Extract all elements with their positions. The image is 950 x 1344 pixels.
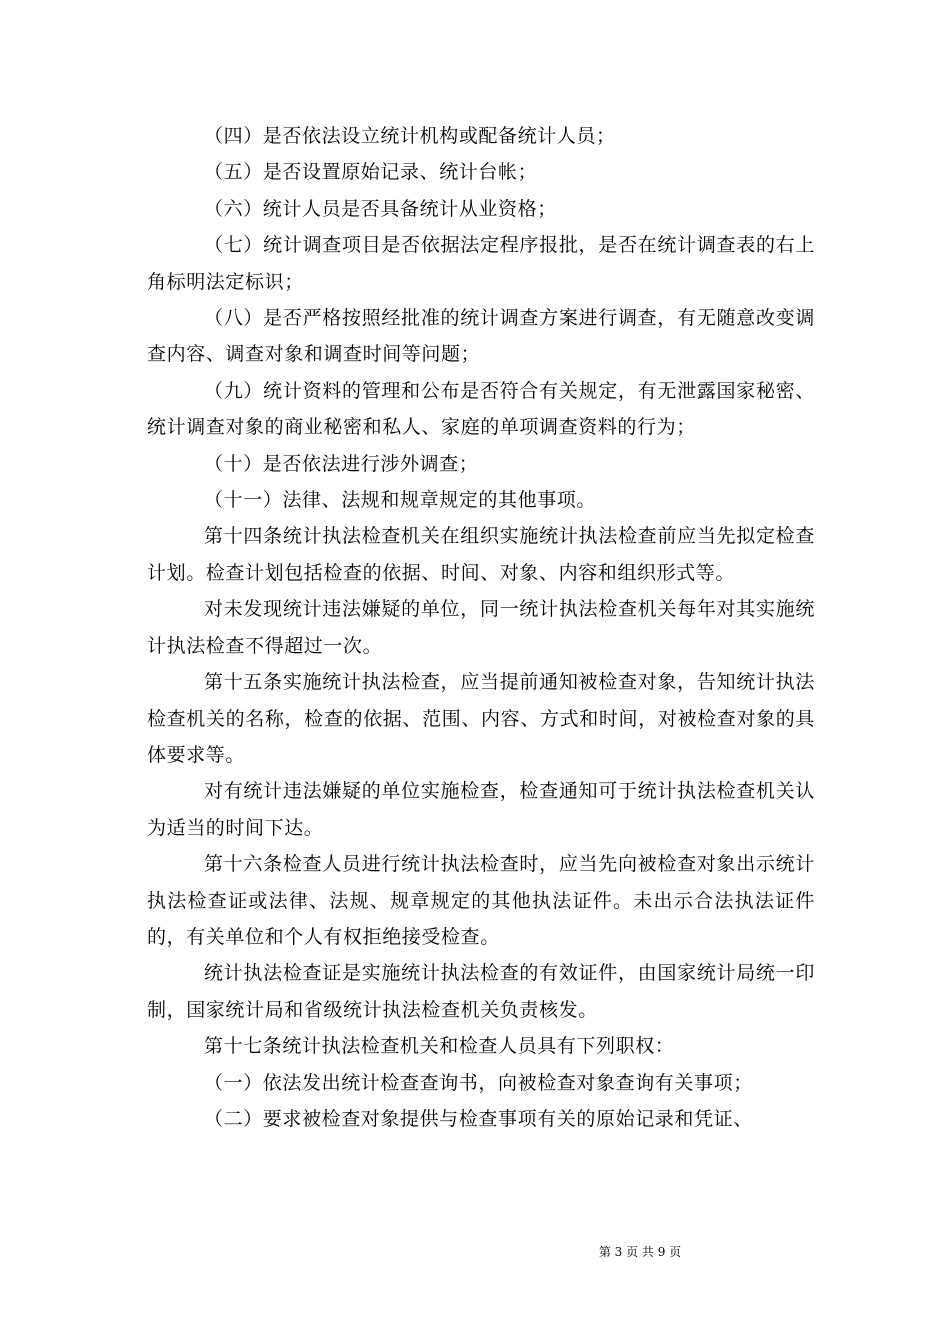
article-17-item-2: （二）要求被检查对象提供与检查事项有关的原始记录和凭证、: [204, 1107, 753, 1130]
paragraph-item-8: （八）是否严格按照经批准的统计调查方案进行调查，有无随意改变调查内容、调查对象和调查时间等问题；: [147, 307, 815, 366]
paragraph-item-5: （五）是否设置原始记录、统计台帐；: [204, 161, 538, 184]
article-14: 第十四条统计执法检查机关在组织实施统计执法检查前应当先拟定检查计划。检查计划包括检查的依据、时间、对象、内容和组织形式等。: [147, 525, 815, 584]
page-number: 第 3 页 共 9 页: [598, 1245, 682, 1259]
document-body: [147, 118, 815, 1137]
paragraph-item-11: （十一）法律、法规和规章规定的其他事项。: [204, 489, 597, 512]
paragraph-item-4: （四）是否依法设立统计机构或配备统计人员；: [204, 125, 616, 147]
page-footer: [0, 1244, 950, 1260]
article-16-clause-2: 统计执法检查证是实施统计执法检查的有效证件，由国家统计局统一印制，国家统计局和省级统计执法检查机关负责核发。: [147, 962, 815, 1021]
article-15: 第十五条实施统计执法检查，应当提前通知被检查对象，告知统计执法检查机关的名称，检查的依据、范围、内容、方式和时间，对被检查对象的具体要求等。: [147, 671, 815, 766]
paragraph-item-6: （六）统计人员是否具备统计从业资格；: [204, 197, 557, 220]
article-14-clause-2: 对未发现统计违法嫌疑的单位，同一统计执法检查机关每年对其实施统计执法检查不得超过一次。: [147, 598, 815, 657]
paragraph-item-9: （九）统计资料的管理和公布是否符合有关规定，有无泄露国家秘密、统计调查对象的商业秘密和私人、家庭的单项调查资料的行为；: [147, 379, 815, 439]
article-17: 第十七条统计执法检查机关和检查人员具有下列职权：: [204, 1035, 675, 1058]
paragraph-item-7: （七）统计调查项目是否依据法定程序报批，是否在统计调查表的右上角标明法定标识；: [147, 234, 815, 293]
article-16: 第十六条检查人员进行统计执法检查时，应当先向被检查对象出示统计执法检查证或法律、法规、规章规定的其他执法证件。未出示合法执法证件的，有关单位和个人有权拒绝接受检查。: [147, 853, 815, 948]
paragraph-item-10: （十）是否依法进行涉外调查；: [204, 452, 479, 475]
article-17-item-1: （一）依法发出统计检查查询书，向被检查对象查询有关事项；: [204, 1071, 753, 1094]
article-15-clause-2: 对有统计违法嫌疑的单位实施检查，检查通知可于统计执法检查机关认为适当的时间下达。: [147, 780, 815, 839]
